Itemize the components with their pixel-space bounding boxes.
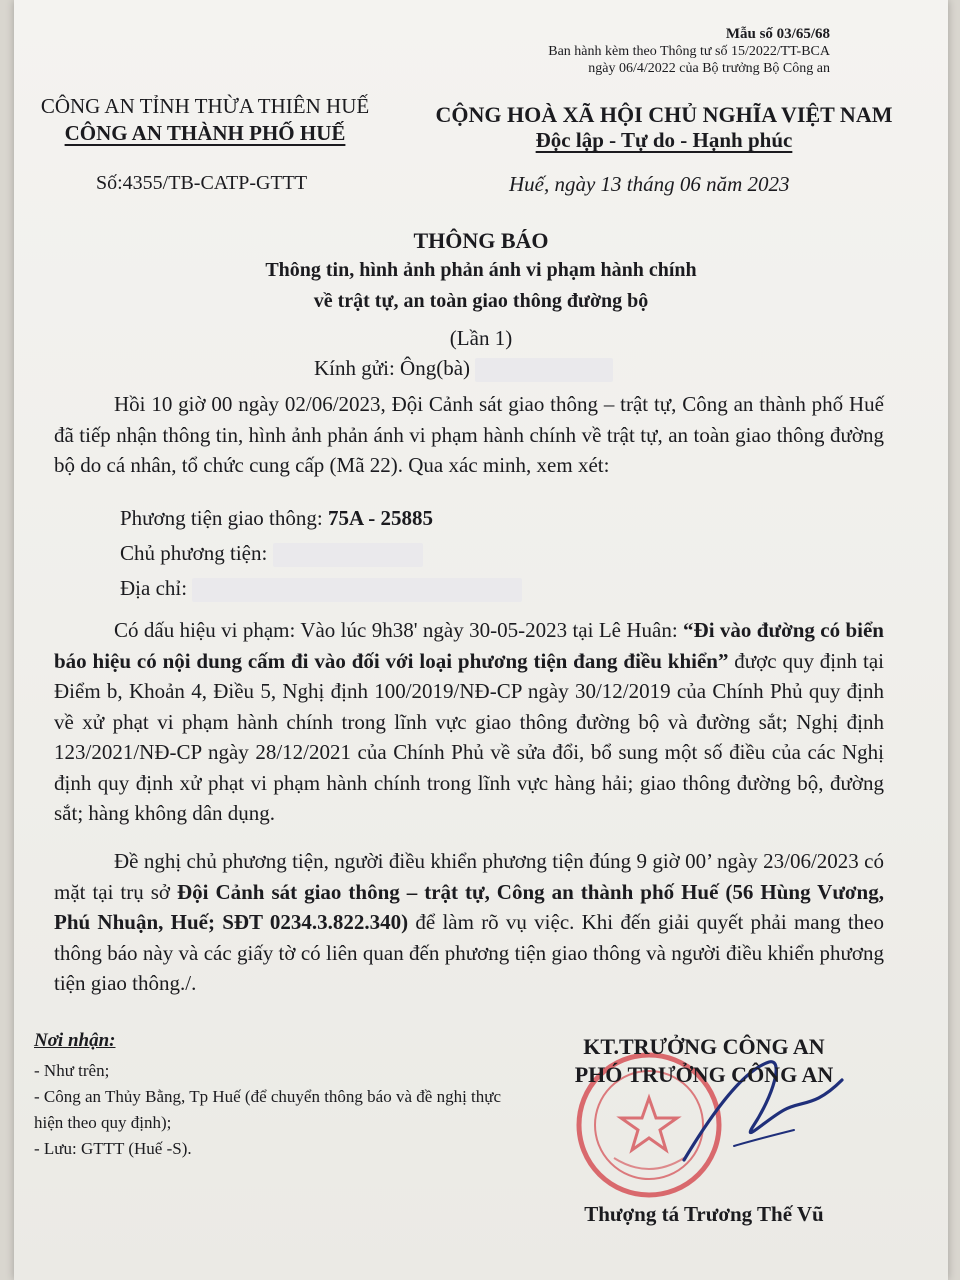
signature-title-1: KT.TRƯỞNG CÔNG AN (583, 1034, 825, 1059)
recipient-item: - Như trên; (34, 1061, 110, 1080)
document-page (14, 0, 948, 1280)
form-number: Mẫu số 03/65/68 (725, 26, 830, 42)
redacted-recipient (475, 358, 613, 382)
issue-count: (Lần 1) (449, 326, 513, 350)
agency-name: CÔNG AN THÀNH PHỐ HUẾ (64, 121, 346, 145)
intro-paragraph: Hồi 10 giờ 00 ngày 02/06/2023, Đội Cảnh sát giao thông – trật tự, Công an thành phố Huế đã tiếp nhận thông tin, hình ảnh phản ánh vi phạm hành chính về trật tự, an toàn giao thông đường bộ do cá nhân, tổ chức cung cấp (Mã 22). Qua xác minh, xem xét: (54, 392, 884, 477)
form-issued-line1: Ban hành kèm theo Thông tư số 15/2022/TT-BCA (548, 44, 830, 59)
signer-name: Thượng tá Trương Thế Vũ (584, 1202, 824, 1226)
vehicle-plate: 75A - 25885 (327, 506, 433, 530)
agency-parent: CÔNG AN TỈNH THỪA THIÊN HUẾ (40, 94, 370, 118)
redacted-address (192, 578, 522, 602)
recipient-line (314, 356, 613, 382)
address-line (120, 576, 522, 602)
recipients-title: Nơi nhận: (34, 1030, 116, 1051)
signature-title-2: PHÓ TRƯỞNG CÔNG AN (574, 1062, 834, 1087)
document-number: Số:4355/TB-CATP-GTTT (96, 172, 308, 194)
recipient-item: - Lưu: GTTT (Huế -S). (34, 1139, 192, 1158)
address-label: Địa chỉ: (120, 576, 188, 600)
state-motto: Độc lập - Tự do - Hạnh phúc (535, 128, 793, 152)
vehicle-label: Phương tiện giao thông: (120, 506, 323, 530)
document-subtitle-2: về trật tự, an toàn giao thông đường bộ (313, 290, 649, 312)
form-issued-line2: ngày 06/4/2022 của Bộ trưởng Bộ Công an (588, 61, 830, 76)
vehicle-line (120, 506, 433, 531)
document-subtitle-1: Thông tin, hình ảnh phản ánh vi phạm hành chính (265, 259, 697, 281)
recipient-label: Kính gửi: Ông(bà) (314, 356, 471, 380)
recipients-list (34, 1058, 504, 1162)
request-paragraph: Đề nghị chủ phương tiện, người điều khiển phương tiện đúng 9 giờ 00’ ngày 23/06/2023 có mặt tại trụ sở Đội Cảnh sát giao thông – trật tự, Công an thành phố Huế (56 Hùng Vương, Phú Nhuận, Huế; SĐT 0234.3.822.340) để làm rõ vụ việc. Khi đến giải quyết phải mang theo thông báo này và các giấy tờ có liên quan đến phương tiện giao thông và người điều khiển phương tiện giao thông./. (54, 849, 885, 995)
recipient-item: - Công an Thủy Bằng, Tp Huế (để chuyển thông báo và đề nghị thực hiện theo quy định); (34, 1087, 502, 1132)
owner-line (120, 541, 423, 567)
redacted-owner (273, 543, 423, 567)
document-date: Huế, ngày 13 tháng 06 năm 2023 (509, 172, 790, 196)
owner-label: Chủ phương tiện: (120, 541, 268, 565)
document-title: THÔNG BÁO (413, 228, 549, 253)
violation-paragraph: Có dấu hiệu vi phạm: Vào lúc 9h38' ngày 30-05-2023 tại Lê Huân: “Đi vào đường có biển báo hiệu có nội dung cấm đi vào đối với loại phương tiện đang điều khiển” được quy định tại Điểm b, Khoản 4, Điều 5, Nghị định 100/2019/NĐ-CP ngày 30/12/2019 của Chính Phủ quy định về xử phạt vi phạm hành chính trong lĩnh vực giao thông đường bộ và đường sắt; Nghị định 123/2021/NĐ-CP ngày 28/12/2021 của Chính Phủ về sửa đổi, bổ sung một số điều của các Nghị định quy định xử phạt vi phạm hành chính trong lĩnh vực hàng hải; giao thông đường bộ, đường sắt; hàng không dân dụng. (54, 618, 884, 825)
state-name: CỘNG HOÀ XÃ HỘI CHỦ NGHĨA VIỆT NAM (435, 102, 893, 127)
